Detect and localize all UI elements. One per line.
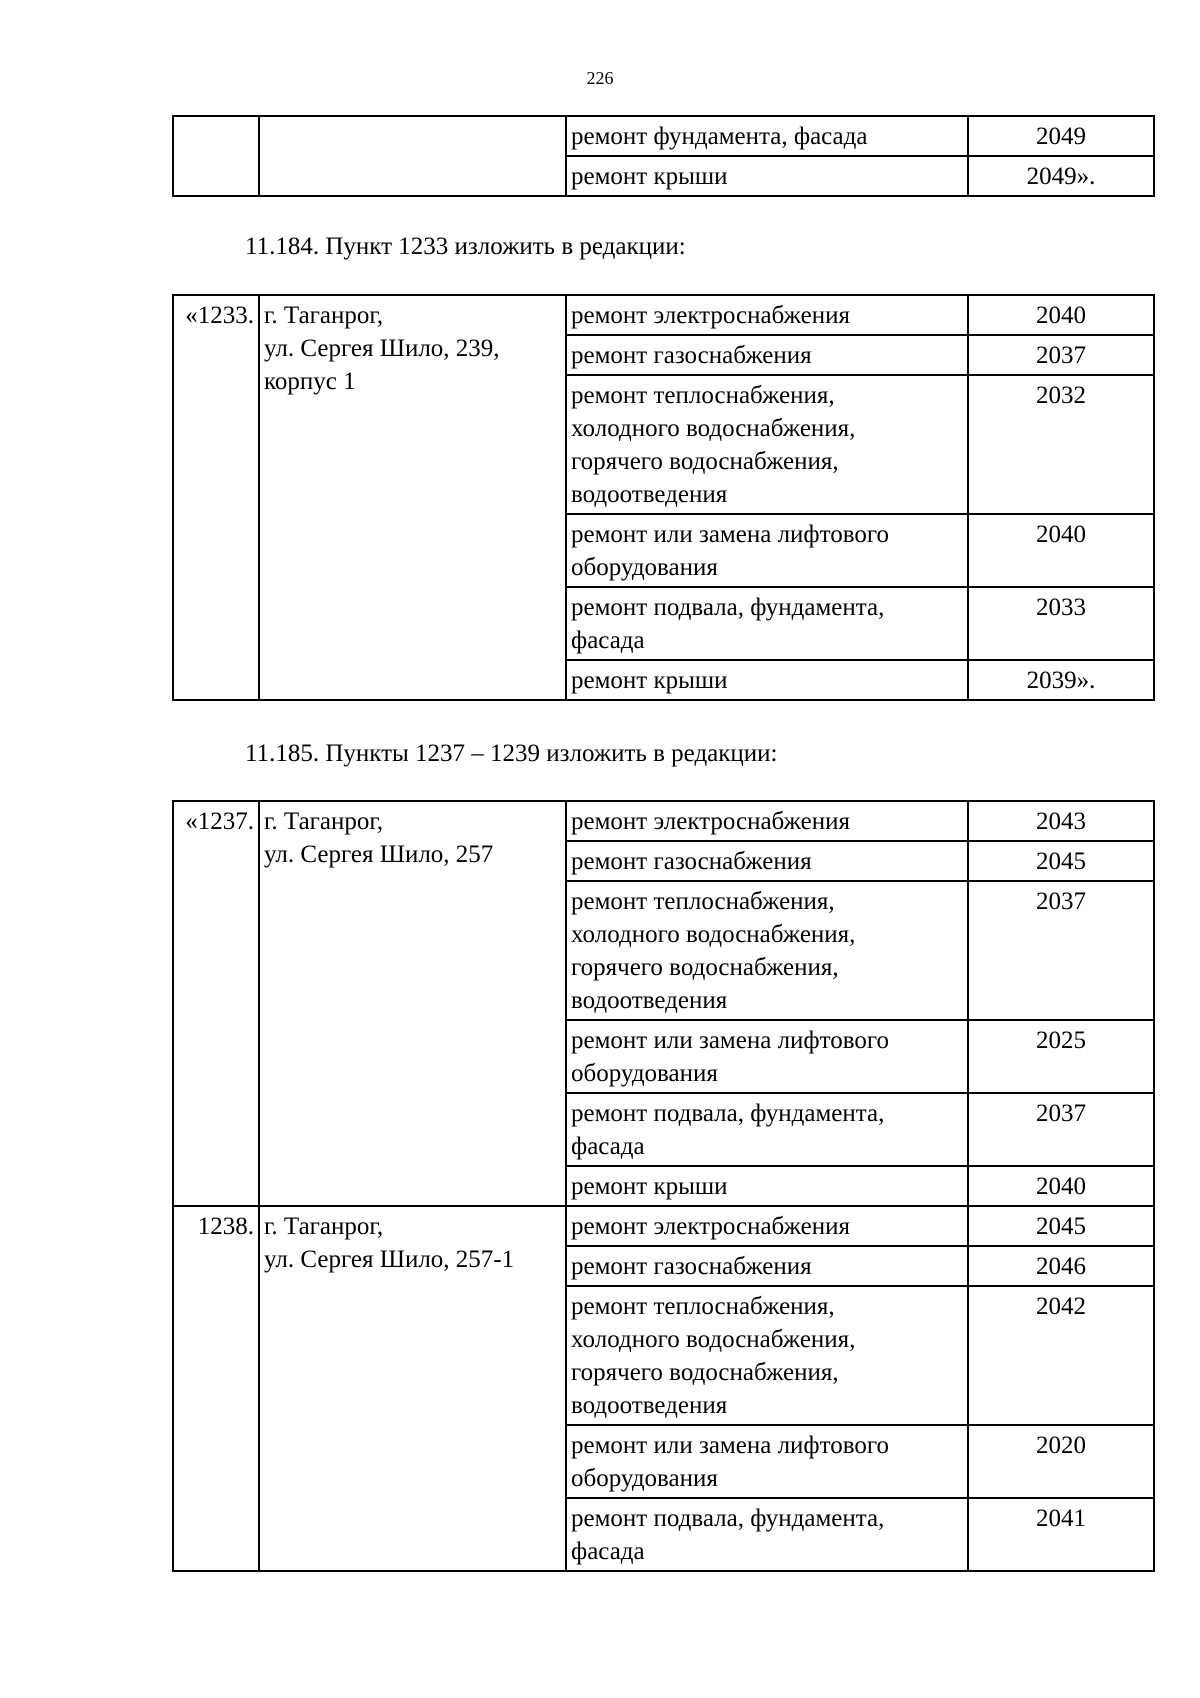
work-line: ремонт подвала, фундамента,: [571, 1100, 885, 1127]
item-number-cell: 1238.: [173, 1206, 259, 1571]
work-line: ремонт крыши: [571, 1173, 728, 1200]
work-line: холодного водоснабжения,: [571, 921, 856, 948]
work-line: холодного водоснабжения,: [571, 1326, 856, 1353]
year-cell: 2040: [968, 1166, 1154, 1206]
address-line: г. Таганрог,: [264, 302, 384, 329]
work-line: оборудования: [571, 1060, 718, 1087]
address-cell: [259, 1206, 566, 1571]
work-cell: [566, 375, 968, 514]
work-line: фасада: [571, 627, 645, 654]
work-cell: [566, 295, 968, 335]
table-row: [173, 1206, 1154, 1246]
work-cell: [566, 587, 968, 660]
year-cell: 2033: [968, 587, 1154, 660]
work-cell: [566, 801, 968, 841]
work-cell: ремонт крыши: [566, 156, 968, 196]
year-cell: 2049».: [968, 156, 1154, 196]
work-cell: ремонт фундамента, фасада: [566, 116, 968, 156]
work-line: ремонт или замена лифтового: [571, 1432, 889, 1459]
amendment-paragraph-11-185: 11.185. Пункты 1237 – 1239 изложить в редакции:: [245, 740, 778, 767]
year-cell: 2032: [968, 375, 1154, 514]
work-cell: [566, 841, 968, 881]
year-cell: 2037: [968, 881, 1154, 1020]
year-cell: 2040: [968, 295, 1154, 335]
work-line: водоотведения: [571, 987, 728, 1014]
item-number-cell: [173, 116, 259, 196]
work-line: ремонт подвала, фундамента,: [571, 1505, 885, 1532]
work-line: фасада: [571, 1133, 645, 1160]
item-number-cell: «1233.: [173, 295, 259, 700]
table-row: [173, 295, 1154, 335]
items-1237-1238-table: [172, 800, 1155, 1572]
work-line: ремонт или замена лифтового: [571, 521, 889, 548]
year-cell: 2041: [968, 1498, 1154, 1571]
year-cell: 2037: [968, 1093, 1154, 1166]
item-number-cell: «1237.: [173, 801, 259, 1206]
work-cell: [566, 1498, 968, 1571]
year-cell: 2020: [968, 1425, 1154, 1498]
address-line: корпус 1: [264, 368, 356, 395]
address-line: ул. Сергея Шило, 257-1: [264, 1246, 515, 1273]
year-cell: 2039».: [968, 660, 1154, 700]
address-line: г. Таганрог,: [264, 808, 384, 835]
year-cell: 2043: [968, 801, 1154, 841]
work-line: холодного водоснабжения,: [571, 415, 856, 442]
work-cell: [566, 1246, 968, 1286]
work-line: фасада: [571, 1538, 645, 1565]
work-line: оборудования: [571, 1465, 718, 1492]
table-row: [173, 801, 1154, 841]
address-line: г. Таганрог,: [264, 1213, 384, 1240]
year-cell: 2045: [968, 1206, 1154, 1246]
amendment-paragraph-11-184: 11.184. Пункт 1233 изложить в редакции:: [245, 233, 686, 260]
work-line: ремонт электроснабжения: [571, 808, 850, 835]
year-cell: 2025: [968, 1020, 1154, 1093]
work-line: горячего водоснабжения,: [571, 1359, 839, 1386]
work-line: ремонт крыши: [571, 667, 728, 694]
work-cell: [566, 881, 968, 1020]
year-cell: 2046: [968, 1246, 1154, 1286]
work-cell: [566, 1093, 968, 1166]
work-cell: [566, 1166, 968, 1206]
work-cell: [566, 514, 968, 587]
work-line: ремонт электроснабжения: [571, 1213, 850, 1240]
work-line: горячего водоснабжения,: [571, 954, 839, 981]
address-cell: [259, 116, 566, 196]
year-cell: 2045: [968, 841, 1154, 881]
work-line: ремонт теплоснабжения,: [571, 888, 835, 915]
work-line: оборудования: [571, 554, 718, 581]
item-1233-table: [172, 294, 1155, 701]
work-line: ремонт электроснабжения: [571, 302, 850, 329]
page-number: 226: [586, 68, 614, 88]
address-cell: [259, 295, 566, 700]
work-line: ремонт теплоснабжения,: [571, 382, 835, 409]
year-cell: 2049: [968, 116, 1154, 156]
work-cell: [566, 660, 968, 700]
work-cell: [566, 1020, 968, 1093]
work-line: ремонт газоснабжения: [571, 342, 812, 369]
table-row: [173, 116, 1154, 156]
work-cell: [566, 335, 968, 375]
address-cell: [259, 801, 566, 1206]
work-line: ремонт подвала, фундамента,: [571, 594, 885, 621]
address-line: ул. Сергея Шило, 257: [264, 841, 494, 868]
work-line: водоотведения: [571, 1392, 728, 1419]
address-line: ул. Сергея Шило, 239,: [264, 335, 500, 362]
year-cell: 2040: [968, 514, 1154, 587]
continuation-table: [172, 115, 1155, 197]
work-line: горячего водоснабжения,: [571, 448, 839, 475]
work-line: ремонт или замена лифтового: [571, 1027, 889, 1054]
year-cell: 2037: [968, 335, 1154, 375]
work-cell: [566, 1206, 968, 1246]
work-cell: [566, 1286, 968, 1425]
work-line: ремонт газоснабжения: [571, 848, 812, 875]
year-cell: 2042: [968, 1286, 1154, 1425]
work-line: ремонт теплоснабжения,: [571, 1293, 835, 1320]
work-line: ремонт газоснабжения: [571, 1253, 812, 1280]
work-line: водоотведения: [571, 481, 728, 508]
work-cell: [566, 1425, 968, 1498]
